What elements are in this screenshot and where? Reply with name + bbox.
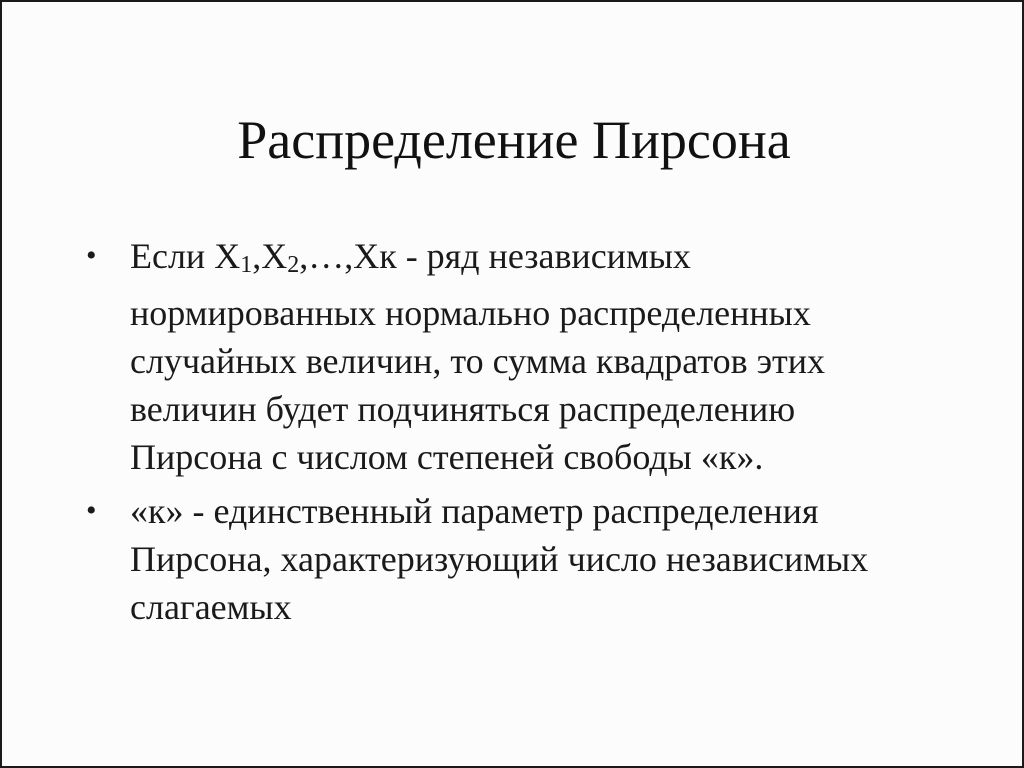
bullet-text-part: Если X: [130, 236, 241, 276]
bullet-text: [130, 236, 825, 477]
bullet-item: [86, 487, 886, 631]
bullet-text-part: ,…,Xк - ряд независимых нормированных нормально распределенных случайных величин, то сумма квадратов этих величин будет подчиняться распределению Пирсона с числом степеней свободы «к».: [130, 236, 826, 477]
bullet-text: «к» - единственный параметр распределения Пирсона, характеризующий число независимых слагаемых: [130, 491, 869, 627]
subscript-1: 1: [240, 252, 253, 278]
bullet-marker: •: [86, 494, 97, 527]
slide-title: Распределение Пирсона: [237, 110, 791, 170]
bullet-item: [86, 232, 886, 481]
bullet-marker: •: [86, 239, 97, 272]
bullet-list: [86, 232, 886, 637]
bullet-text-part: ,X: [252, 236, 288, 276]
subscript-2: 2: [287, 252, 300, 278]
